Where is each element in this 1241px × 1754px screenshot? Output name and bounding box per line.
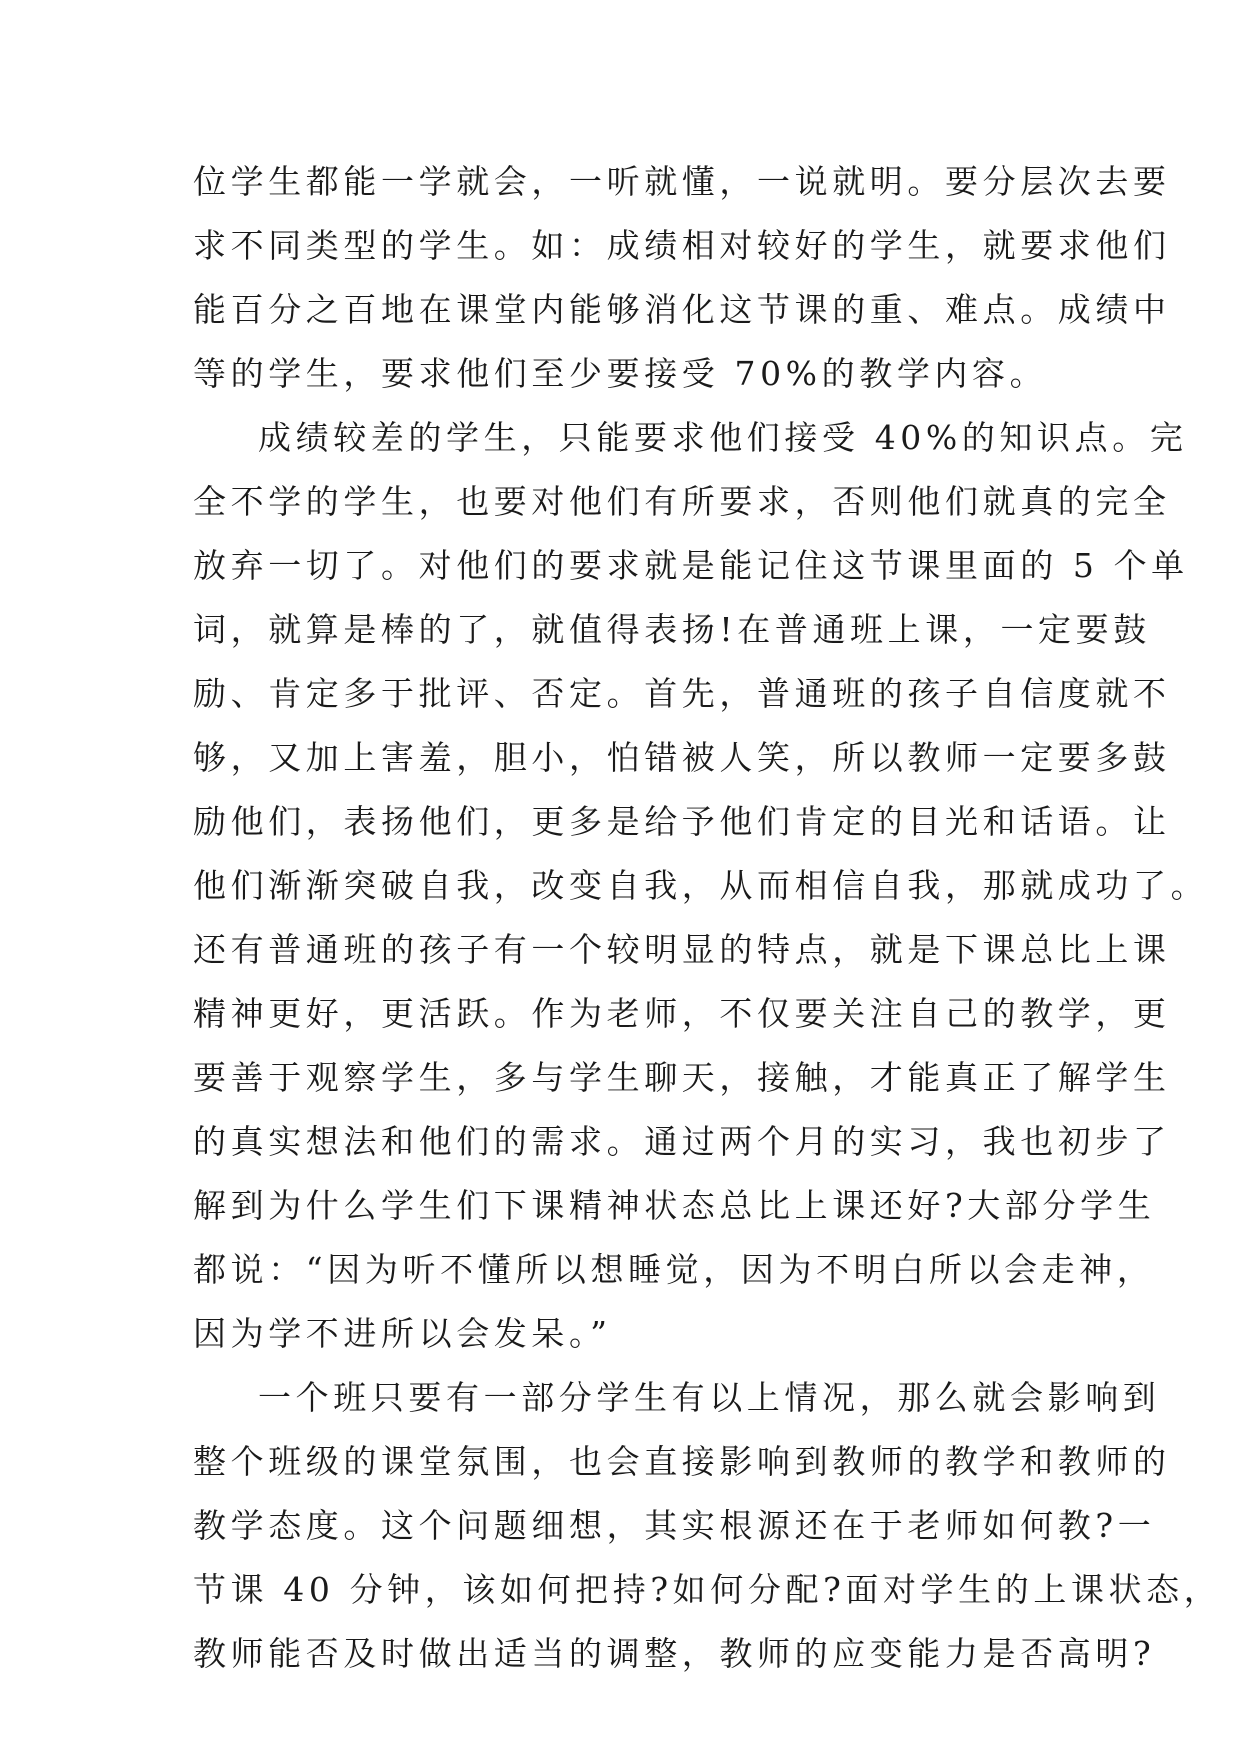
paragraph-line: 位学生都能一学就会，一听就懂，一说就明。要分层次去要 (193, 162, 1171, 201)
paragraph-line: 节课 40 分钟，该如何把持?如何分配?面对学生的上课状态， (193, 1570, 1222, 1609)
paragraph-line: 要善于观察学生，多与学生聊天，接触，才能真正了解学生 (193, 1058, 1171, 1097)
paragraph-line: 够，又加上害羞，胆小，怕错被人笑，所以教师一定要多鼓 (193, 738, 1171, 777)
paragraph-line: 教学态度。这个问题细想，其实根源还在于老师如何教?一 (193, 1506, 1156, 1545)
paragraph-line: 成绩较差的学生，只能要求他们接受 40%的知识点。完 (258, 418, 1188, 457)
paragraph-line: 还有普通班的孩子有一个较明显的特点，就是下课总比上课 (193, 930, 1171, 969)
paragraph-line: 整个班级的课堂氛围，也会直接影响到教师的教学和教师的 (193, 1442, 1171, 1481)
paragraph-line: 都说：“因为听不懂所以想睡觉，因为不明白所以会走神， (193, 1250, 1155, 1289)
paragraph-line: 励他们，表扬他们，更多是给予他们肯定的目光和话语。让 (193, 802, 1171, 841)
paragraph-line: 能百分之百地在课堂内能够消化这节课的重、难点。成绩中 (193, 290, 1171, 329)
paragraph-line: 励、肯定多于批评、否定。首先，普通班的孩子自信度就不 (193, 674, 1171, 713)
paragraph-line: 他们渐渐突破自我，改变自我，从而相信自我，那就成功了。 (193, 866, 1209, 905)
paragraph-line: 放弃一切了。对他们的要求就是能记住这节课里面的 5 个单 (193, 546, 1189, 585)
paragraph-line: 解到为什么学生们下课精神状态总比上课还好?大部分学生 (193, 1186, 1156, 1225)
paragraph-line: 因为学不进所以会发呆。” (193, 1314, 612, 1353)
paragraph-line: 一个班只要有一部分学生有以上情况，那么就会影响到 (258, 1378, 1161, 1417)
paragraph-line: 的真实想法和他们的需求。通过两个月的实习，我也初步了 (193, 1122, 1171, 1161)
paragraph-line: 求不同类型的学生。如：成绩相对较好的学生，就要求他们 (193, 226, 1171, 265)
paragraph-line: 全不学的学生，也要对他们有所要求，否则他们就真的完全 (193, 482, 1171, 521)
paragraph-line: 词，就算是棒的了，就值得表扬!在普通班上课，一定要鼓 (193, 610, 1151, 649)
paragraph-line: 精神更好，更活跃。作为老师，不仅要关注自己的教学，更 (193, 994, 1171, 1033)
paragraph-line: 教师能否及时做出适当的调整，教师的应变能力是否高明? (193, 1634, 1156, 1673)
paragraph-line: 等的学生，要求他们至少要接受 70%的教学内容。 (193, 354, 1048, 393)
